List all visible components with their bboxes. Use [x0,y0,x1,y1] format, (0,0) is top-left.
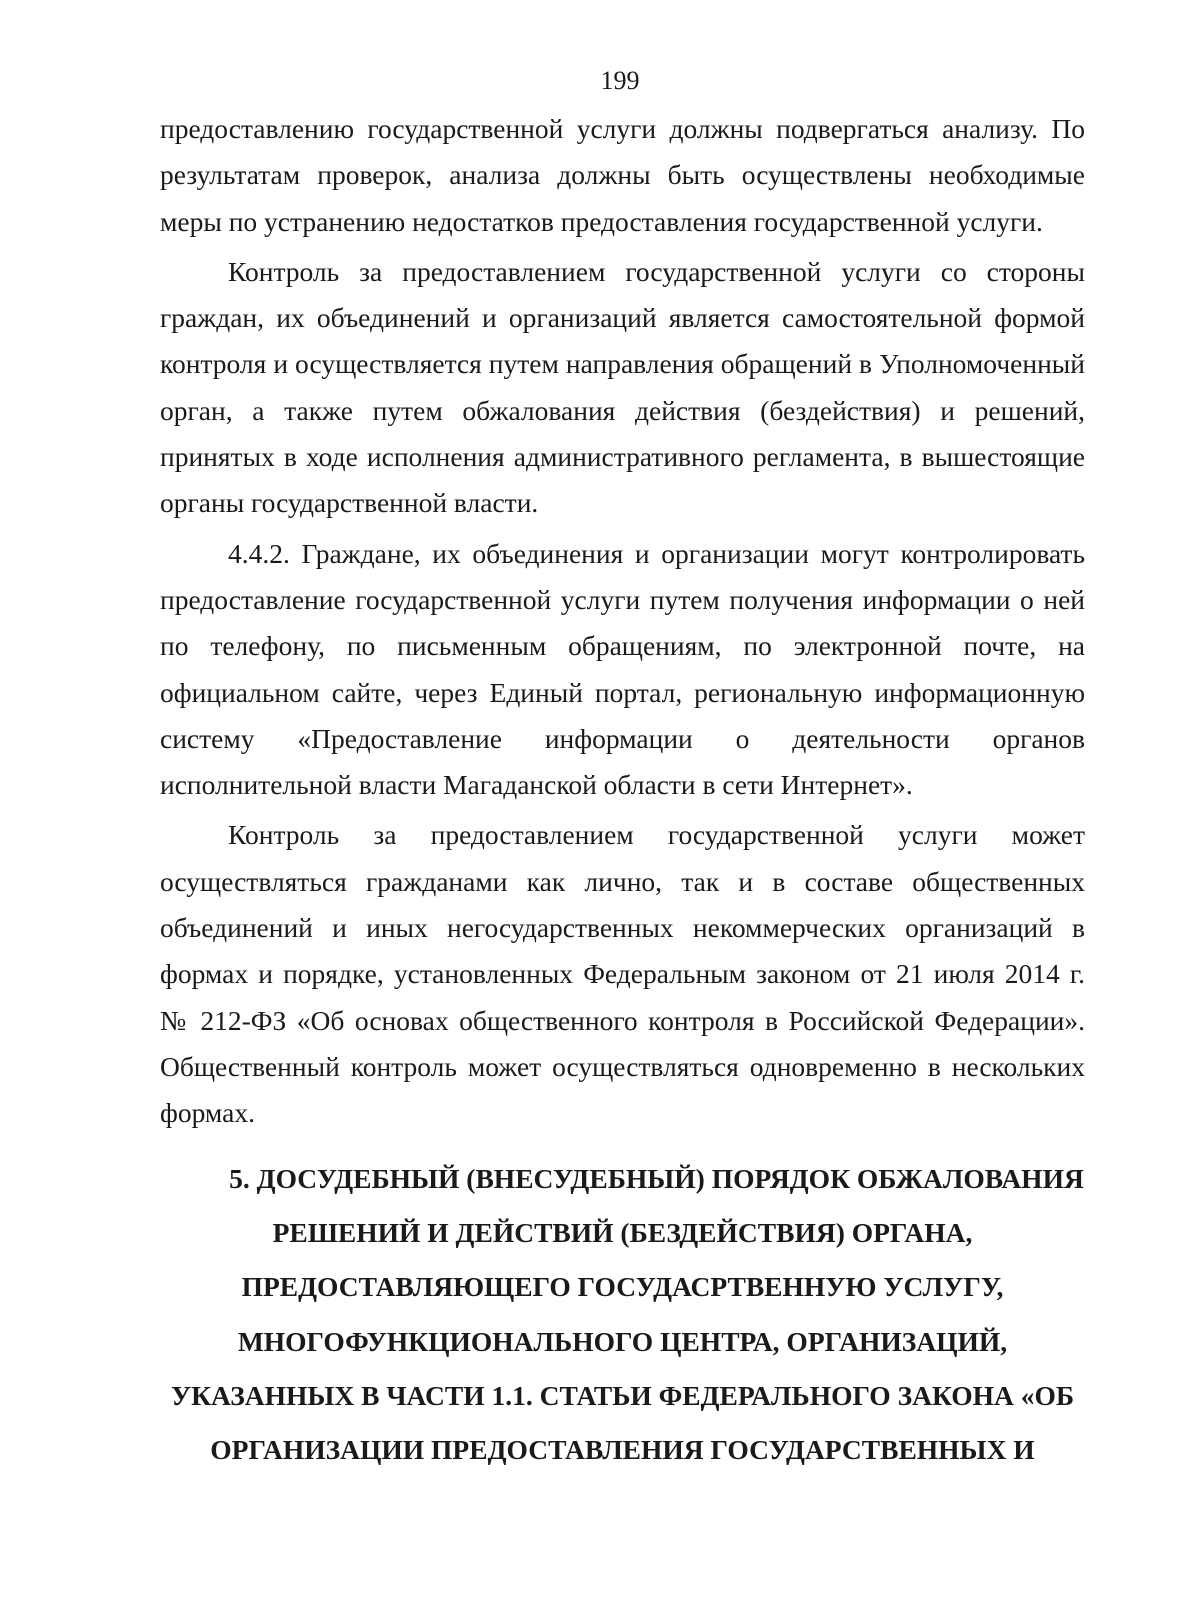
paragraph-public-control: Контроль за предоставлением государственной услуги может осуществляться гражданами как лично, так и в составе общественных объединений и иных негосударственных некоммерческих организаций в формах и порядке, установленных Федеральным законом от 21 июля 2014 г. № 212-ФЗ «Об основах общественного контроля в Российской Федерации». Общественный контроль может осуществляться одновременно в нескольких формах. [160,819,1085,1129]
paragraph-analysis: предоставлению государственной услуги должны подвергаться анализу. По результатам проверок, анализа должны быть осуществлены необходимые меры по устранению недостатков предоставления государственной услуги. [160,113,1085,237]
heading-line: МНОГОФУНКЦИОНАЛЬНОГО ЦЕНТРА, ОРГАНИЗАЦИЙ, [237,1325,1008,1357]
paragraph-citizen-control: Контроль за предоставлением государственной услуги со стороны граждан, их объединений и организаций является самостоятельной формой контроля и осуществляется путем направления обращений в Уполномоченный орган, а также путем обжалования действия (бездействия) и решений, принятых в ходе исполнения административного регламента, в вышестоящие органы государственной власти. [160,255,1085,519]
document-body [160,106,1085,1137]
paragraph-4-4-2: 4.4.2. Граждане, их объединения и организации могут контролировать предоставление государственной услуги путем получения информации о ней по телефону, по письменным обращениям, по электронной почте, на официальном сайте, через Единый портал, региональную информационную систему «Предоставление информации о деятельности органов исполнительной власти Магаданской области в сети Интернет». [160,537,1085,801]
heading-line: 5. ДОСУДЕБНЫЙ (ВНЕСУДЕБНЫЙ) ПОРЯДОК ОБЖАЛОВАНИЯ [229,1163,1084,1194]
heading-line: РЕШЕНИЙ И ДЕЙСТВИЙ (БЕЗДЕЙСТВИЯ) ОРГАНА, [272,1217,973,1249]
heading-line: ОРГАНИЗАЦИИ ПРЕДОСТАВЛЕНИЯ ГОСУДАРСТВЕННЫХ И [210,1434,1035,1466]
heading-line: УКАЗАННЫХ В ЧАСТИ 1.1. СТАТЬИ ФЕДЕРАЛЬНОГО ЗАКОНА «ОБ [170,1379,1075,1411]
section-5-heading [160,1152,1085,1477]
heading-line: ПРЕДОСТАВЛЯЮЩЕГО ГОСУДАСРТВЕННУЮ УСЛУГУ, [241,1271,1004,1303]
page-number: 199 [600,66,640,95]
